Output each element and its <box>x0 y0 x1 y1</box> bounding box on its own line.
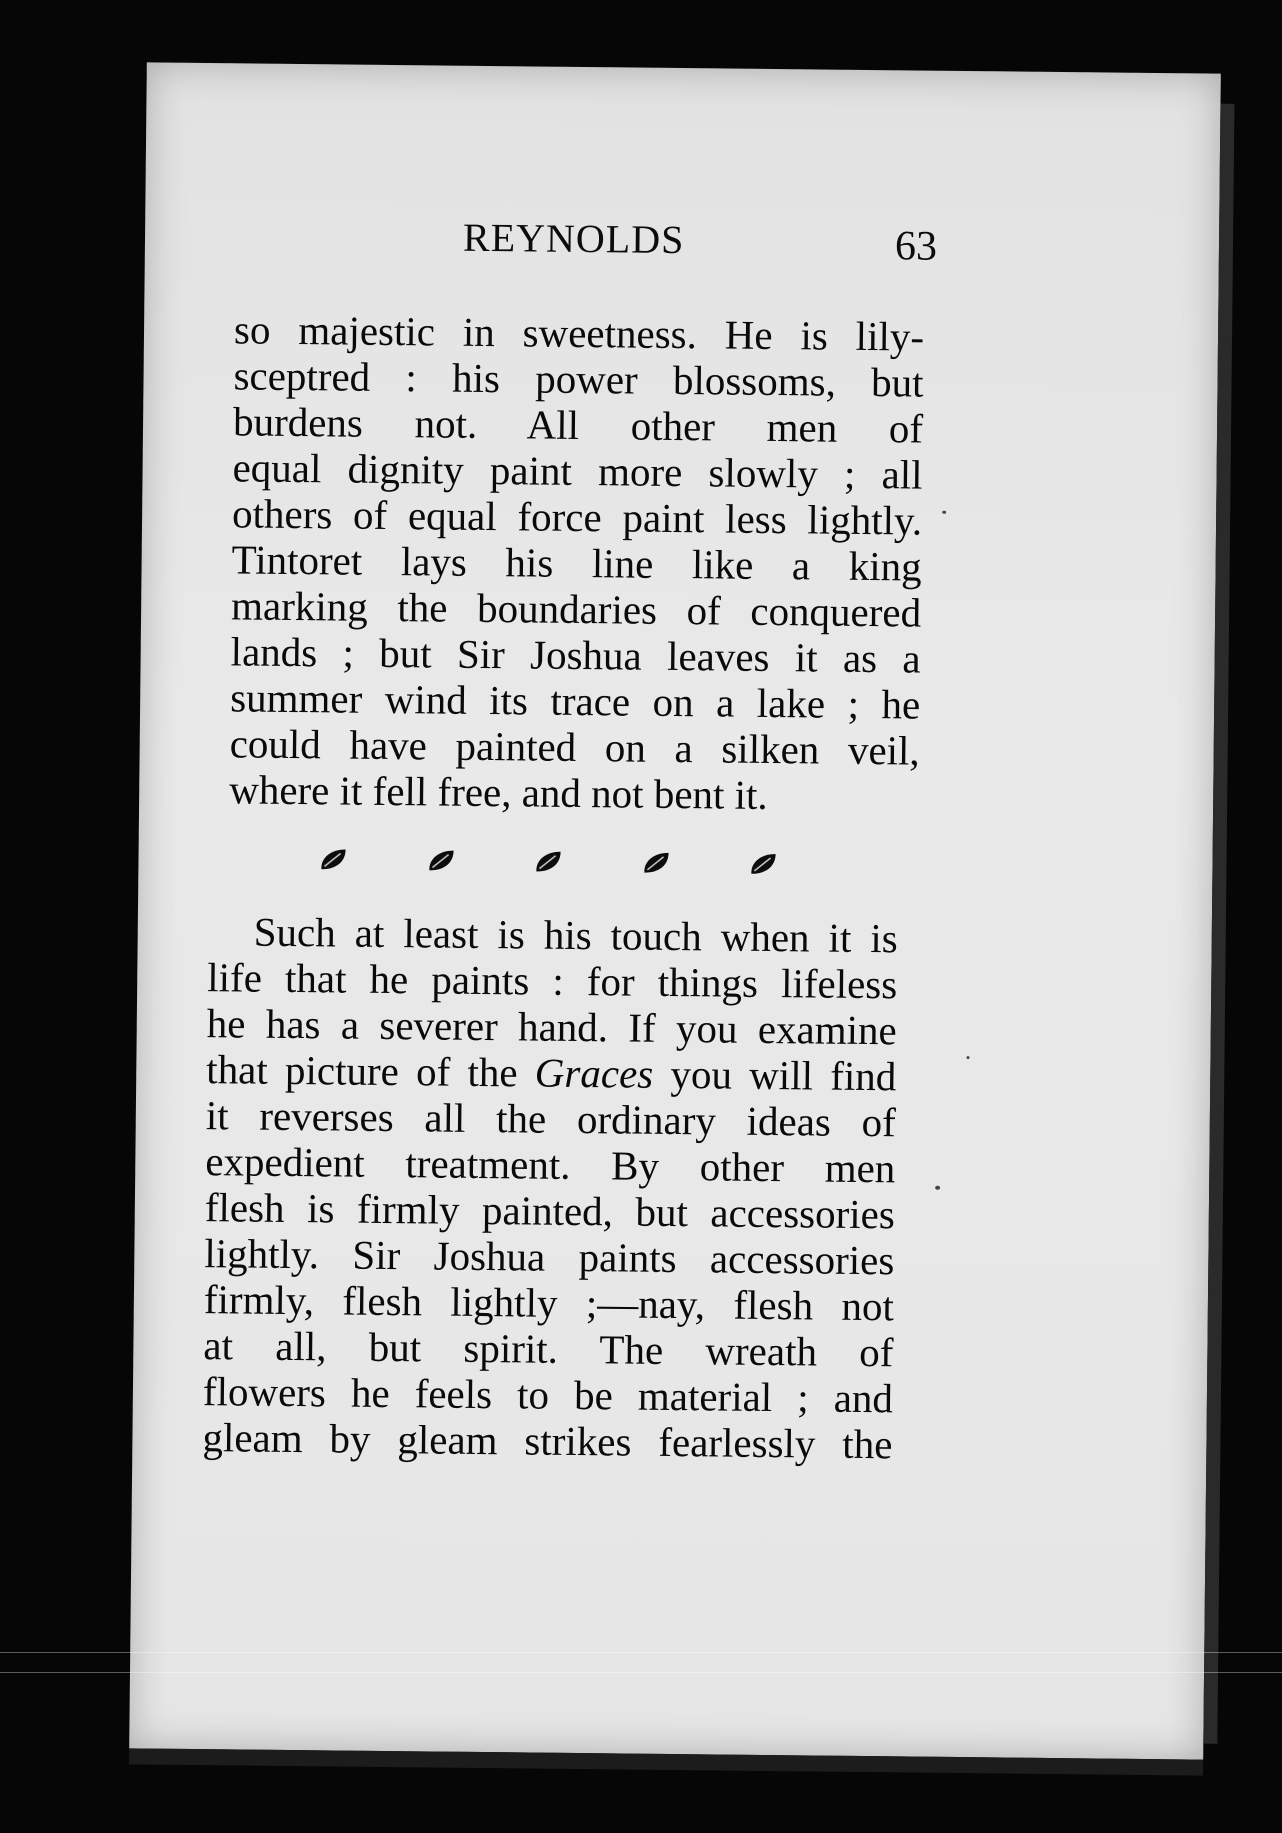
leaf-ornament-icon <box>748 851 778 877</box>
text-line: could have painted on a silken veil, <box>229 720 920 774</box>
text-line: summer wind its trace on a lake ; he <box>229 674 921 728</box>
text-line: Such at least is his touch when it is <box>253 908 898 962</box>
scan-artifact-line <box>0 1652 1282 1653</box>
text-line: lightly. Sir Joshua paints accessories <box>204 1230 895 1284</box>
running-head <box>145 210 1220 291</box>
dust-speck <box>942 511 946 514</box>
book-page <box>129 62 1221 1759</box>
text-fragment: you will find <box>653 1050 897 1100</box>
page-number: 63 <box>894 223 938 270</box>
leaf-ornament-icon <box>533 849 563 875</box>
text-line: others of equal force paint less lightly. <box>231 490 923 544</box>
paragraph <box>229 306 924 819</box>
text-line: he has a severer hand. If you examine <box>206 1000 898 1054</box>
text-line: lands ; but Sir Joshua leaves it as a <box>230 628 921 682</box>
text-line: gleam by gleam strikes fearlessly the <box>202 1414 893 1468</box>
dust-speck <box>935 1186 940 1190</box>
text-line: firmly, flesh lightly ;—nay, flesh not <box>203 1276 895 1330</box>
text-line: marking the boundaries of conquered <box>230 582 922 636</box>
scan-artifact-line <box>0 1672 1282 1673</box>
text-line <box>206 1046 896 1099</box>
italic-title-graces: Graces <box>534 1049 654 1097</box>
text-line: expedient treatment. By other men <box>205 1138 896 1192</box>
page-edge-shadow-bottom <box>129 1748 1203 1775</box>
running-title: REYNOLDS <box>462 214 685 263</box>
leaf-ornament-icon <box>641 850 671 876</box>
text-line: burdens not. All other men of <box>232 398 924 452</box>
page-edge-shadow <box>1203 104 1234 1744</box>
text-line: sceptred : his power blossoms, but <box>233 352 924 406</box>
text-line: equal dignity paint more slowly ; all <box>232 444 923 498</box>
section-break-ornaments <box>318 839 778 884</box>
text-line: so majestic in sweetness. He is lily- <box>233 306 925 360</box>
text-line: Tintoret lays his line like a king <box>231 536 922 590</box>
text-line: where it fell free, and not bent it. <box>229 766 768 818</box>
paragraph <box>202 908 898 1467</box>
text-fragment: that picture of the <box>206 1046 536 1096</box>
leaf-ornament-icon <box>426 847 456 873</box>
text-line: it reverses all the ordinary ideas of <box>205 1092 897 1146</box>
text-line: life that he paints : for things lifeless <box>207 954 898 1008</box>
dust-speck <box>966 1056 969 1059</box>
text-line: flesh is firmly painted, but accessories <box>204 1184 896 1238</box>
leaf-ornament-icon <box>318 846 348 872</box>
text-line: flowers he feels to be material ; and <box>202 1368 894 1422</box>
text-line: at all, but spirit. The wreath of <box>203 1322 894 1376</box>
